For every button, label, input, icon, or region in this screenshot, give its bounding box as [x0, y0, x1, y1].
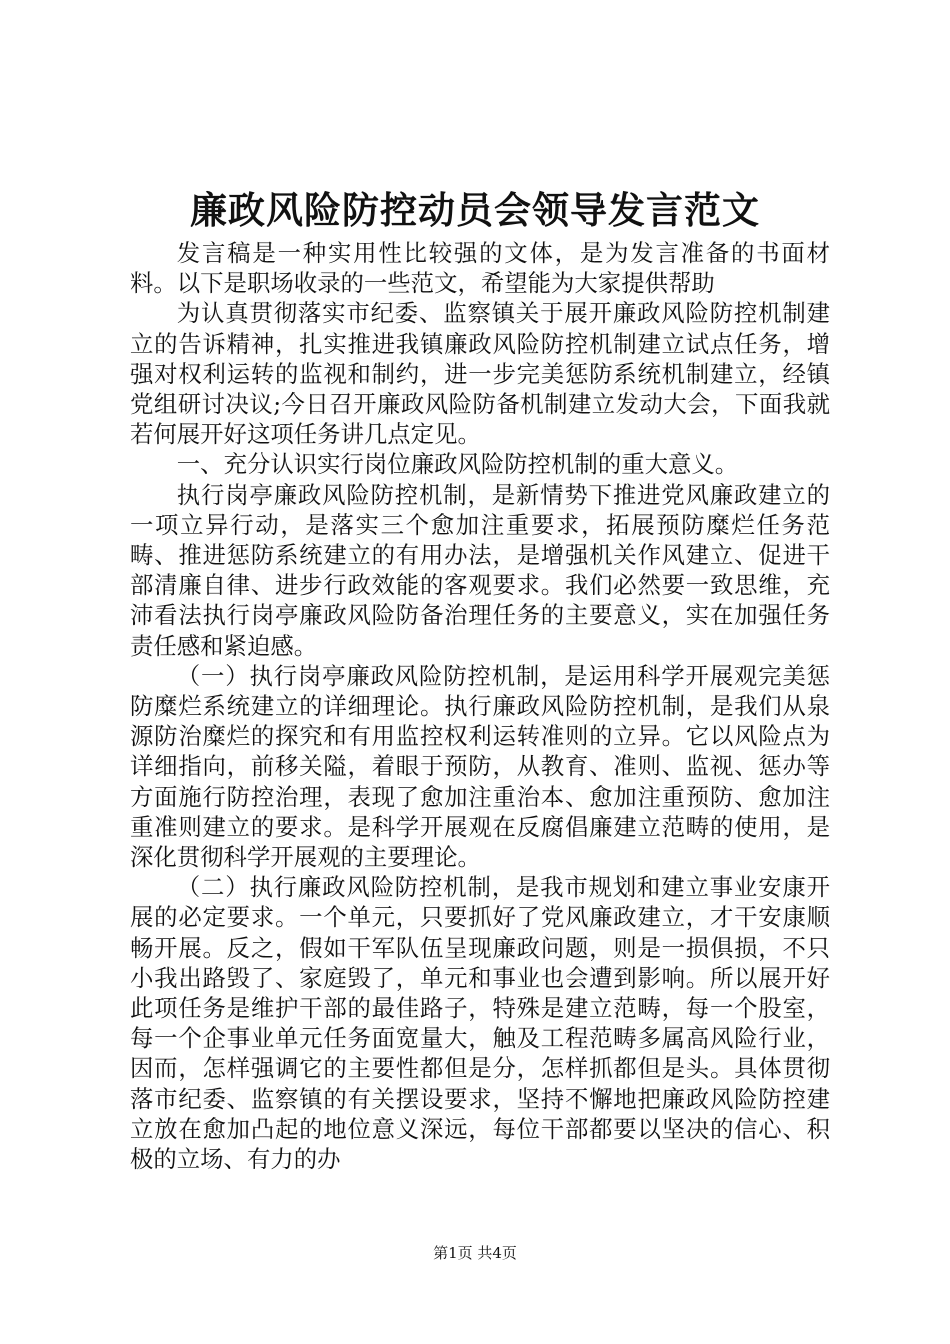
document-title: 廉政风险防控动员会领导发言范文 — [190, 188, 760, 232]
paragraph-point-2: （二）执行廉政风险防控机制，是我市规划和建立事业安康开展的必定要求。一个单元，只要抓好了党风廉政建立，才干安康顺畅开展。反之，假如干军队伍呈现廉政问题，则是一损俱损，不只小我出路毁了、家庭毁了，单元和事业也会遭到影响。所以展开好此项任务是维护干部的最佳路子，特殊是建立范畴，每一个股室，每一个企事业单元任务面宽量大，触及工程范畴多属高风险行业，因而，怎样强调它的主要性都但是分，怎样抓都但是头。具体贯彻落市纪委、监察镇的有关摆设要求，坚持不懈地把廉政风险防控建立放在愈加凸起的地位意义深远，每位干部都要以坚决的信心、积极的立场、有力的办 — [130, 873, 830, 1174]
section-heading-1: 一、充分认识实行岗位廉政风险防控机制的重大意义。 — [176, 450, 739, 479]
paragraph-intro: 发言稿是一种实用性比较强的文体，是为发言准备的书面材料。以下是职场收录的一些范文，希望能为大家提供帮助 — [130, 239, 830, 298]
paragraph-significance: 执行岗亭廉政风险防控机制，是新情势下推进党风廉政建立的一项立异行动，是落实三个愈加注重要求，拓展预防糜烂任务范畴、推进惩防系统建立的有用办法，是增强机关作风建立、促进干部清廉自律、进步行政效能的客观要求。我们必然要一致思维，充沛看法执行岗亭廉政风险防备治理任务的主要意义，实在加强任务责任感和紧迫感。 — [130, 480, 830, 660]
page-number-footer: 第1页 共4页 — [433, 1244, 517, 1262]
document-body — [130, 238, 830, 1174]
paragraph-opening: 为认真贯彻落实市纪委、监察镇关于展开廉政风险防控机制建立的告诉精神，扎实推进我镇廉政风险防控机制建立试点任务，增强对权利运转的监视和制约，进一步完美惩防系统机制建立，经镇党组研讨决议;今日召开廉政风险防备机制建立发动大会，下面我就若何展开好这项任务讲几点定见。 — [130, 299, 830, 449]
paragraph-point-1: （一）执行岗亭廉政风险防控机制，是运用科学开展观完美惩防糜烂系统建立的详细理论。执行廉政风险防控机制，是我们从泉源防治糜烂的探究和有用监控权利运转准则的立异。它以风险点为详细指向，前移关隘，着眼于预防，从教育、准则、监视、惩办等方面施行防控治理，表现了愈加注重治本、愈加注重预防、愈加注重准则建立的要求。是科学开展观在反腐倡廉建立范畴的使用，是深化贯彻科学开展观的主要理论。 — [130, 661, 830, 872]
